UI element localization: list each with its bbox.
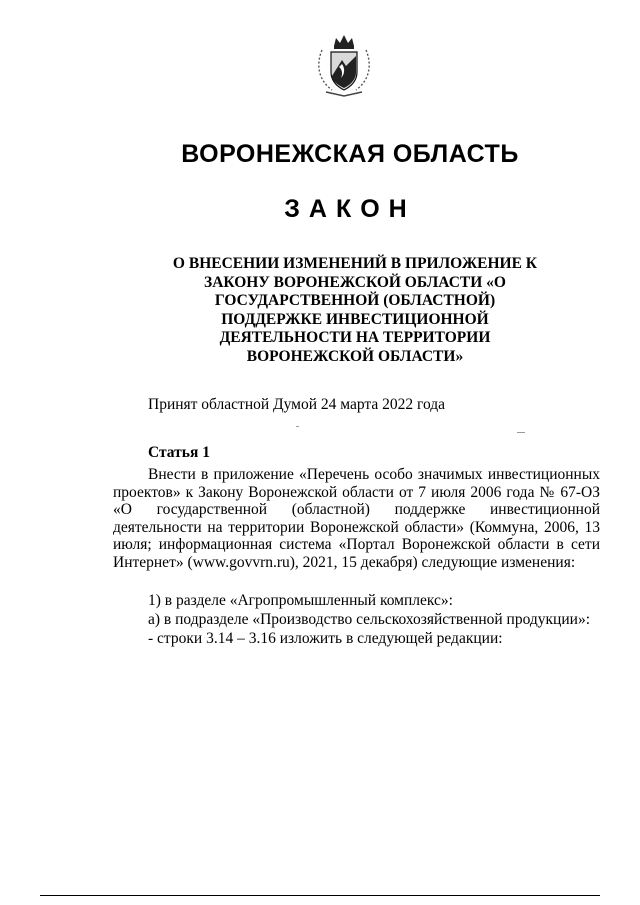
amendment-item-rows: - строки 3.14 – 3.16 изложить в следующей редакции: [148, 630, 503, 647]
amendment-item-section: 1) в разделе «Агропромышленный комплекс»: [148, 592, 453, 609]
footer-rule [40, 895, 600, 896]
article-body-paragraph: Внести в приложение «Перечень особо значимых инвестиционных проектов» к Закону Воронежской области от 7 июля 2006 года № 67-ОЗ «О государственной (областной) поддержке инвестиционной деятельности на территории Воронежской области» (Коммуна, 2006, 13 июля; информационная система «Портал Воронежской области в сети Интернет» (www.govvrn.ru), 2021, 15 декабря) следующие изменения: [113, 466, 600, 571]
coat-of-arms-icon [312, 30, 376, 100]
region-title: ВОРОНЕЖСКАЯ ОБЛАСТЬ [181, 140, 519, 168]
document-type-heading: ЗАКОН [284, 195, 416, 223]
scan-mark [517, 432, 525, 433]
adoption-line: Принят областной Думой 24 марта 2022 года [148, 396, 446, 413]
article-title: Статья 1 [148, 444, 210, 461]
scan-mark [296, 426, 299, 427]
amendment-item-subsection: а) в подразделе «Производство сельскохозяйственной продукции»: [148, 611, 590, 628]
law-title: О ВНЕСЕНИИ ИЗМЕНЕНИЙ В ПРИЛОЖЕНИЕ К ЗАКОНУ ВОРОНЕЖСКОЙ ОБЛАСТИ «О ГОСУДАРСТВЕННОЙ (ОБЛАСТНОЙ) ПОДДЕРЖКЕ ИНВЕСТИЦИОННОЙ ДЕЯТЕЛЬНОСТИ НА ТЕРРИТОРИИ ВОРОНЕЖСКОЙ ОБЛАСТИ» [172, 255, 538, 365]
